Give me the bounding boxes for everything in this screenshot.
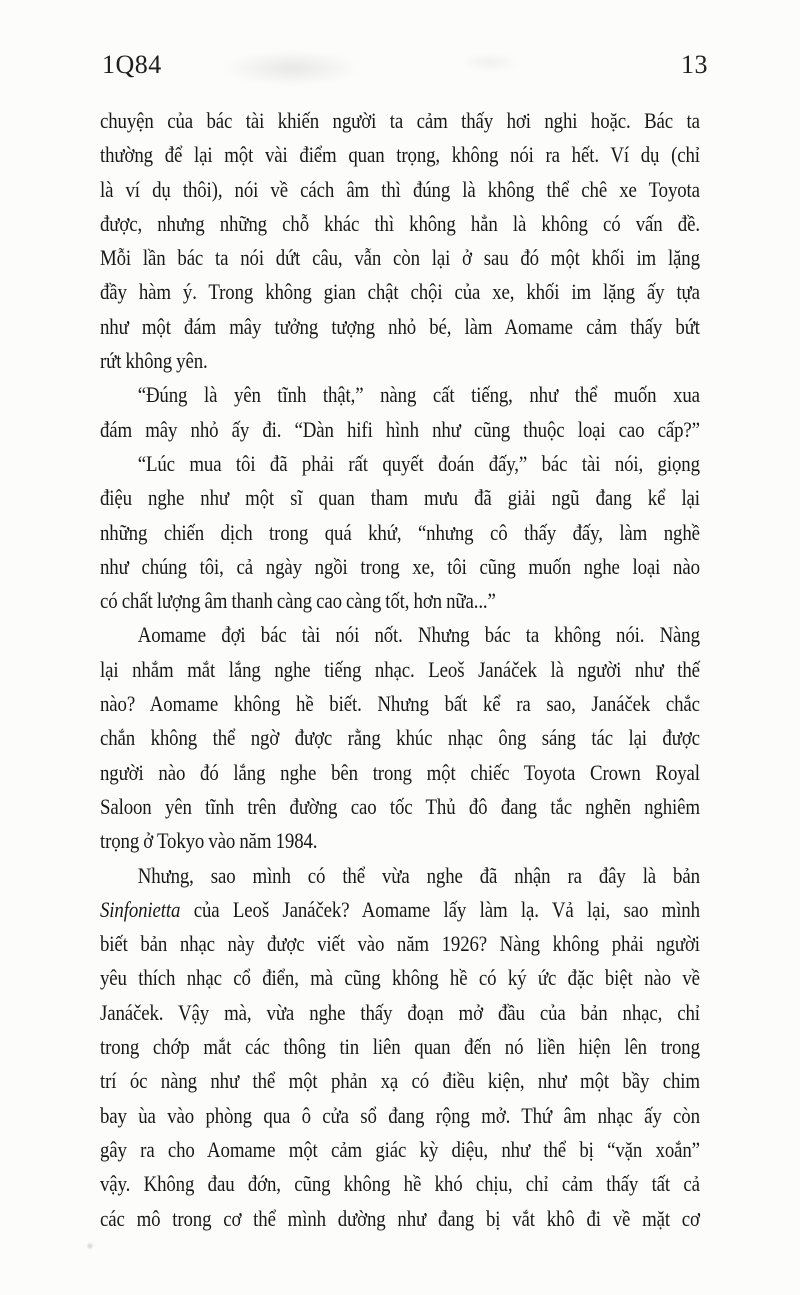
text-line: bay ùa vào phòng qua ô cửa sổ đang rộng mở. Thứ âm nhạc ấy còn [100,1102,700,1128]
text-line: vậy. Không đau đớn, cũng không hề khó chịu, chỉ cảm thấy tất cả [100,1171,700,1197]
text-line: Saloon yên tĩnh trên đường cao tốc Thủ đô đang tắc nghẽn nghiêm [100,793,700,819]
text-line: gây ra cho Aomame một cảm giác kỳ diệu, như thể bị “vặn xoắn” [100,1136,700,1162]
text-line: Mỗi lần bác ta nói dứt câu, vẫn còn lại ở sau đó một khối im lặng [100,245,700,271]
italic-work-title: Sinfonietta [100,896,181,922]
text-line: “Lúc mua tôi đã phải rất quyết đoán đấy,” bác tài nói, giọng [137,450,700,476]
running-head-book-title: 1Q84 [102,50,162,79]
page-number: 13 [681,50,708,79]
text-line: chuyện của bác tài khiến người ta cảm thấy hơi nghi hoặc. Bác ta [100,108,700,133]
text-line: trong chớp mắt các thông tin liên quan đến nó liền hiện lên trong [100,1034,700,1060]
text-line: yêu thích nhạc cổ điển, mà cũng không hề có ký ức đặc biệt nào về [100,965,700,991]
text-line: “Đúng là yên tĩnh thật,” nàng cất tiếng, như thể muốn xua [137,382,700,408]
text-line: những chiến dịch trong quá khứ, “nhưng cô thấy đấy, làm nghề [100,519,700,545]
text-block [100,104,700,1236]
text-line: như chúng tôi, cả ngày ngồi trong xe, tôi cũng muốn nghe loại nào [100,553,700,579]
text-line: người nào đó lắng nghe bên trong một chiếc Toyota Crown Royal [100,759,700,785]
scan-artifact [86,1242,94,1250]
text-line: các mô trong cơ thể mình dường như đang bị vắt khô đi về mặt cơ [100,1205,700,1231]
text-line: được, nhưng những chỗ khác thì không hẳn là không có vấn đề. [100,210,700,236]
text-line: có chất lượng âm thanh càng cao càng tốt, hơn nữa...” [100,588,496,614]
text-line: biết bản nhạc này được viết vào năm 1926? Nàng không phải người [100,931,700,957]
text-line: trọng ở Tokyo vào năm 1984. [100,828,318,854]
text-line: chắn không thể ngờ được rằng khúc nhạc ông sáng tác lại được [100,725,700,751]
text-line: như một đám mây tưởng tượng nhỏ bé, làm Aomame cảm thấy bứt [100,313,700,339]
text-line: Janáček. Vậy mà, vừa nghe thấy đoạn mở đầu của bản nhạc, chỉ [100,999,700,1025]
text-line: thường để lại một vài điểm quan trọng, không nói ra hết. Ví dụ (chỉ [100,142,700,168]
text-line: đầy hàm ý. Trong không gian chật chội của xe, khối im lặng ấy tựa [100,279,700,305]
text-line: trí óc nàng như thể một phản xạ có điều kiện, như một bầy chim [100,1068,700,1094]
text-line: rứt không yên. [100,348,208,374]
text-line: là ví dụ thôi), nói về cách âm thì đúng là không thể chê xe Toyota [100,176,700,202]
text-line: Nhưng, sao mình có thể vừa nghe đã nhận ra đây là bản [137,862,700,888]
running-head [102,50,708,80]
text-line: điệu nghe như một sĩ quan tham mưu đã giải ngũ đang kể lại [100,485,700,511]
text-line: Aomame đợi bác tài nói nốt. Nhưng bác ta không nói. Nàng [137,622,700,648]
text-line: đám mây nhỏ ấy đi. “Dàn hifi hình như cũng thuộc loại cao cấp?” [100,416,700,442]
text-line: lại nhắm mắt lắng nghe tiếng nhạc. Leoš Janáček là người như thế [100,656,700,682]
text-line: Sinfonietta của Leoš Janáček? Aomame lấy làm lạ. Vả lại, sao mình [100,896,700,922]
text-line: nào? Aomame không hề biết. Nhưng bất kể ra sao, Janáček chắc [100,691,700,717]
